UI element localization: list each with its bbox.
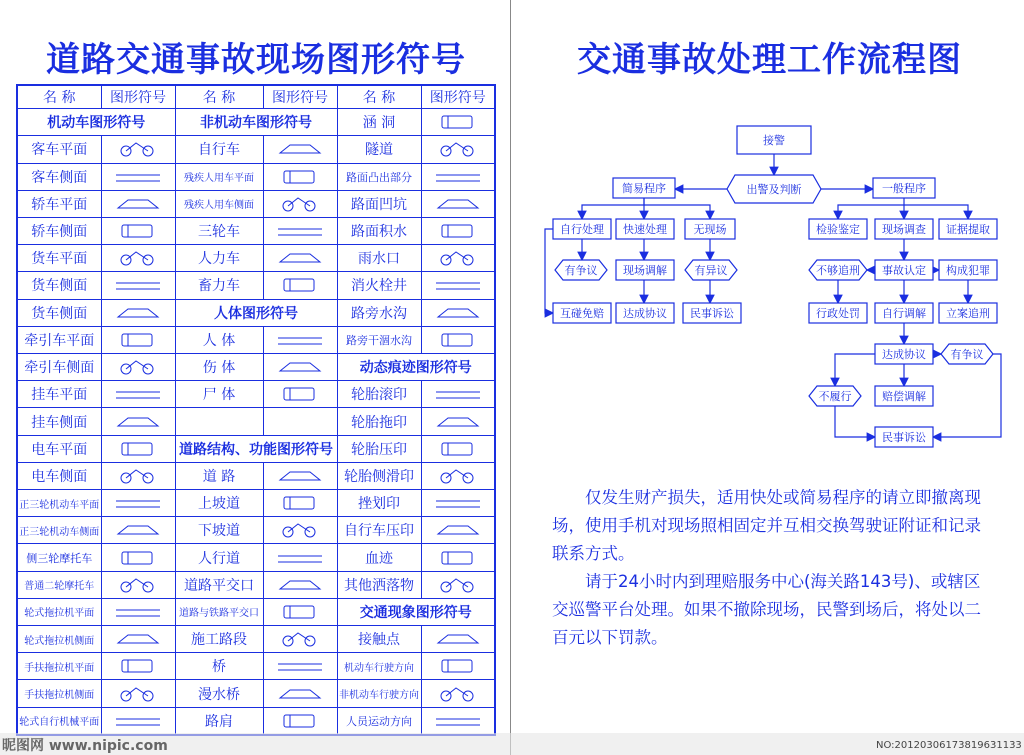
symbol-name: 人员运动方向 [337,707,421,735]
symbol-icon [428,137,488,161]
flow-node-label: 构成犯罪 [946,264,990,277]
flow-node [809,260,867,280]
symbol-name: 轮胎滚印 [337,381,421,408]
table-header-row [17,85,495,109]
flow-node [683,303,741,323]
table-row [17,354,495,381]
symbol-graphic [263,598,337,625]
table-row [17,109,495,136]
table-row [17,408,495,435]
symbol-icon [108,573,168,597]
symbol-graphic [263,626,337,653]
symbol-graphic [421,381,495,408]
table-row [17,707,495,735]
symbol-name: 牵引车平面 [17,326,101,353]
flow-node-label: 一般程序 [882,182,926,195]
symbol-icon [270,192,330,216]
symbol-name: 轮式拖拉机平面 [17,598,101,625]
flow-node-label: 互碰免赔 [560,307,604,320]
flowchart-title: 交通事故处理工作流程图 [577,40,962,80]
symbol-graphic [263,408,337,435]
symbol-name: 侧三轮摩托车 [17,544,101,571]
symbol-graphic [101,190,175,217]
flow-node [875,386,933,406]
flow-node-label: 现场调解 [623,264,667,277]
flow-node-label: 简易程序 [622,182,666,195]
column-header: 图形符号 [421,85,495,109]
symbol-icon [428,573,488,597]
symbol-icon [108,654,168,678]
section-heading: 非机动车图形符号 [175,109,337,136]
symbol-icon [108,273,168,297]
symbol-icon [108,246,168,270]
symbol-graphic [101,626,175,653]
symbol-graphic [421,190,495,217]
flow-node [616,303,674,323]
flow-node-label: 无现场 [693,223,727,236]
symbol-icon [270,709,330,733]
symbol-icon [270,219,330,243]
flow-arrow [545,229,553,313]
symbol-icon [108,137,168,161]
column-header: 图形符号 [101,85,175,109]
symbol-graphic [101,680,175,707]
symbol-graphic [421,653,495,680]
symbol-icon [428,654,488,678]
flow-node [616,260,674,280]
flow-node [737,126,811,154]
section-heading: 道路结构、功能图形符号 [175,435,337,462]
symbol-name: 隧道 [337,136,421,163]
symbol-name: 残疾人用车侧面 [175,190,263,217]
flow-node [939,303,997,323]
symbols-title: 道路交通事故现场图形符号 [46,40,466,80]
symbol-name: 上坡道 [175,490,263,517]
symbol-name: 挂车平面 [17,381,101,408]
symbol-icon [270,328,330,352]
symbol-graphic [263,707,337,735]
symbol-icon [428,273,488,297]
symbol-icon [270,246,330,270]
symbol-name: 其他洒落物 [337,571,421,598]
symbol-graphic [263,490,337,517]
symbol-icon [428,518,488,542]
symbol-name: 三轮车 [175,217,263,244]
table-row [17,272,495,299]
flow-node-label: 不够追刑 [816,264,860,277]
symbol-name: 路旁水沟 [337,299,421,326]
flow-arrow [904,205,968,219]
symbol-name: 道 路 [175,462,263,489]
symbol-name: 轿车平面 [17,190,101,217]
flow-node [685,219,735,239]
symbol-icon [270,682,330,706]
section-heading: 人体图形符号 [175,299,337,326]
symbol-graphic [421,517,495,544]
table-row [17,326,495,353]
flow-node-label: 赔偿调解 [882,390,926,403]
symbol-graphic [263,680,337,707]
symbol-graphic [263,544,337,571]
symbol-icon [428,464,488,488]
symbol-icon [428,382,488,406]
table-row [17,517,495,544]
symbol-name: 货车侧面 [17,299,101,326]
symbol-name: 普通二轮摩托车 [17,571,101,598]
symbol-icon [108,328,168,352]
symbol-name: 自行车压印 [337,517,421,544]
symbol-icon [428,165,488,189]
symbol-icon [428,491,488,515]
watermark-id: NO:20120306173819631133 [876,740,1022,751]
symbol-graphic [263,190,337,217]
symbol-icon [270,600,330,624]
symbol-icon [108,627,168,651]
symbol-name: 血迹 [337,544,421,571]
symbol-graphic [101,435,175,462]
flow-node [809,303,867,323]
column-header: 名 称 [17,85,101,109]
flow-node-label: 自行处理 [560,223,604,236]
symbol-icon [108,518,168,542]
flow-node-label: 自行调解 [882,307,926,320]
symbol-name: 挫划印 [337,490,421,517]
symbol-name: 路面凸出部分 [337,163,421,190]
symbol-graphic [421,626,495,653]
symbol-graphic [263,571,337,598]
symbol-graphic [421,299,495,326]
symbol-graphic [101,326,175,353]
symbol-icon [108,410,168,434]
flow-node-label: 达成协议 [623,307,667,320]
symbol-graphic [263,163,337,190]
symbol-name: 挂车侧面 [17,408,101,435]
table-row [17,190,495,217]
symbol-name: 人 体 [175,326,263,353]
symbol-icon [108,192,168,216]
flow-arrow [838,205,904,219]
flow-node-label: 出警及判断 [746,183,802,196]
table-row [17,490,495,517]
symbol-graphic [101,272,175,299]
symbol-name: 客车平面 [17,136,101,163]
symbol-graphic [421,109,495,136]
symbol-name: 路面凹坑 [337,190,421,217]
table-row [17,571,495,598]
symbol-name: 货车侧面 [17,272,101,299]
flow-node-label: 证据提取 [946,223,990,236]
symbol-name: 尸 体 [175,381,263,408]
symbol-icon [428,110,488,134]
symbol-name: 消火栓井 [337,272,421,299]
flow-node [939,219,997,239]
symbol-name: 非机动车行驶方向 [337,680,421,707]
symbol-graphic [263,326,337,353]
table-row [17,163,495,190]
section-heading: 机动车图形符号 [17,109,175,136]
symbol-icon [428,328,488,352]
table-row [17,680,495,707]
table-row [17,299,495,326]
symbol-graphic [101,598,175,625]
symbol-graphic [101,490,175,517]
section-heading: 动态痕迹图形符号 [337,354,495,381]
flow-arrow [933,354,1001,437]
symbol-name: 电车侧面 [17,462,101,489]
symbol-name: 施工路段 [175,626,263,653]
symbol-name: 正三轮机动车侧面 [17,517,101,544]
symbol-graphic [101,408,175,435]
flow-node [941,344,993,364]
symbol-name: 雨水口 [337,245,421,272]
flow-node-label: 有异议 [694,264,728,277]
symbol-icon [108,464,168,488]
symbol-name: 轮式拖拉机侧面 [17,626,101,653]
column-header: 名 称 [175,85,263,109]
flow-node-label: 不履行 [818,390,852,403]
symbol-name: 轿车侧面 [17,217,101,244]
symbol-icon [270,654,330,678]
flow-node [616,219,674,239]
symbol-graphic [101,299,175,326]
flow-node [809,219,867,239]
symbol-icon [108,355,168,379]
symbol-graphic [101,462,175,489]
symbol-graphic [263,245,337,272]
symbol-name: 涵 洞 [337,109,421,136]
symbol-graphic [421,326,495,353]
symbol-graphic [101,136,175,163]
symbol-name: 轮胎侧滑印 [337,462,421,489]
symbol-name: 路旁干涸水沟 [337,326,421,353]
symbol-icon [108,600,168,624]
symbol-graphic [263,517,337,544]
symbol-icon [428,192,488,216]
symbol-graphic [101,163,175,190]
symbol-graphic [421,217,495,244]
flow-node-label: 达成协议 [882,348,926,361]
symbols-table [16,84,496,736]
symbol-name: 下坡道 [175,517,263,544]
symbol-icon [270,273,330,297]
flow-node-label: 检验鉴定 [816,223,860,236]
symbol-name: 手扶拖拉机侧面 [17,680,101,707]
flow-node [875,260,933,280]
symbol-graphic [101,517,175,544]
symbol-name: 接触点 [337,626,421,653]
flow-node [685,260,737,280]
symbol-icon [428,546,488,570]
flow-node [875,219,933,239]
symbol-name: 轮式自行机械平面 [17,707,101,735]
symbol-name: 正三轮机动车平面 [17,490,101,517]
symbol-graphic [421,490,495,517]
symbol-name: 电车平面 [17,435,101,462]
symbol-icon [270,627,330,651]
flow-node [873,178,935,198]
flow-node-label: 快速处理 [623,223,667,236]
symbol-name: 客车侧面 [17,163,101,190]
symbol-icon [428,219,488,243]
section-heading: 交通现象图形符号 [337,598,495,625]
symbols-panel [0,0,508,755]
page-divider [510,0,511,755]
symbol-name: 伤 体 [175,354,263,381]
table-row [17,462,495,489]
flow-node-label: 民事诉讼 [690,307,734,320]
symbol-graphic [101,544,175,571]
flow-arrow [644,205,710,219]
symbol-graphic [101,381,175,408]
symbol-icon [428,246,488,270]
symbol-graphic [421,408,495,435]
flow-node-label: 民事诉讼 [882,431,926,444]
symbol-graphic [421,571,495,598]
table-row [17,381,495,408]
symbol-icon [108,165,168,189]
symbol-name: 路肩 [175,707,263,735]
symbol-icon [270,546,330,570]
symbol-name: 道路与铁路平交口 [175,598,263,625]
symbol-icon [108,709,168,733]
symbol-graphic [421,245,495,272]
symbol-graphic [263,217,337,244]
flow-node [875,303,933,323]
table-row [17,245,495,272]
symbol-name: 道路平交口 [175,571,263,598]
table-row [17,435,495,462]
symbol-graphic [421,680,495,707]
column-header: 名 称 [337,85,421,109]
symbol-graphic [421,435,495,462]
symbol-icon [108,546,168,570]
table-row [17,598,495,625]
symbol-name: 轮胎拖印 [337,408,421,435]
symbol-name: 轮胎压印 [337,435,421,462]
symbol-name: 漫水桥 [175,680,263,707]
table-row [17,136,495,163]
notice-paragraph-2: 请于24小时内到理赔服务中心(海关路143号)、或辖区交巡警平台处理。如果不撤除现场，民警到场后，将处以二百元以下罚款。 [552,572,981,647]
symbol-graphic [421,136,495,163]
symbol-graphic [421,707,495,735]
flow-node [727,175,821,203]
symbol-graphic [421,163,495,190]
symbol-graphic [101,354,175,381]
symbol-name: 人行道 [175,544,263,571]
symbol-icon [270,382,330,406]
symbol-graphic [101,217,175,244]
symbol-icon [270,464,330,488]
flow-node-label: 有争议 [564,264,598,277]
flow-node-label: 事故认定 [882,264,926,277]
symbol-graphic [421,462,495,489]
symbol-icon [108,437,168,461]
symbol-icon [428,682,488,706]
flow-node [875,427,933,447]
symbol-icon [270,165,330,189]
symbol-graphic [263,272,337,299]
symbol-graphic [263,462,337,489]
symbol-name: 桥 [175,653,263,680]
flow-node [553,303,611,323]
symbol-graphic [263,354,337,381]
symbol-graphic [263,136,337,163]
watermark-left: 昵图网 www.nipic.com [2,738,168,754]
symbol-graphic [101,571,175,598]
symbol-icon [108,682,168,706]
symbol-icon [270,518,330,542]
flow-arrow [835,354,875,386]
symbol-graphic [101,707,175,735]
symbol-icon [428,437,488,461]
symbol-icon [108,219,168,243]
flow-node-label: 现场调查 [882,223,926,236]
flow-node-label: 行政处罚 [816,307,860,320]
symbol-icon [428,410,488,434]
flow-arrow [582,198,644,219]
symbol-icon [428,627,488,651]
symbol-name: 自行车 [175,136,263,163]
symbol-name: 人力车 [175,245,263,272]
flow-node [613,178,675,198]
symbol-name: 货车平面 [17,245,101,272]
flow-node-label: 立案追刑 [946,307,990,320]
symbol-graphic [263,653,337,680]
symbol-graphic [421,272,495,299]
flow-node [553,219,611,239]
flow-arrow [835,406,875,437]
symbol-name [175,408,263,435]
symbol-name: 路面积水 [337,217,421,244]
table-row [17,217,495,244]
table-row [17,653,495,680]
symbol-graphic [421,544,495,571]
symbol-icon [108,491,168,515]
symbol-name: 手扶拖拉机平面 [17,653,101,680]
symbol-name: 牵引车侧面 [17,354,101,381]
flow-node [555,260,607,280]
flow-node [875,344,933,364]
flowchart-panel [515,0,1024,755]
notice-paragraph-1: 仅发生财产损失，适用快处或简易程序的请立即撤离现场，使用手机对现场照相固定并互相交换驾驶证附证和记录联系方式。 [552,488,981,563]
flow-node [939,260,997,280]
symbol-graphic [101,653,175,680]
flow-node-label: 有争议 [950,348,984,361]
symbol-icon [428,709,488,733]
symbol-name: 残疾人用车平面 [175,163,263,190]
symbol-name: 畜力车 [175,272,263,299]
table-row [17,626,495,653]
symbol-icon [270,355,330,379]
flow-node-label: 接警 [763,134,785,147]
flow-node [809,386,861,406]
table-row [17,544,495,571]
symbol-graphic [101,245,175,272]
symbol-icon [270,137,330,161]
symbol-graphic [263,381,337,408]
flowchart [515,0,1024,470]
symbol-icon [270,573,330,597]
symbol-icon [108,382,168,406]
symbol-icon [428,301,488,325]
symbol-icon [270,491,330,515]
column-header: 图形符号 [263,85,337,109]
symbol-name: 机动车行驶方向 [337,653,421,680]
symbol-icon [108,301,168,325]
